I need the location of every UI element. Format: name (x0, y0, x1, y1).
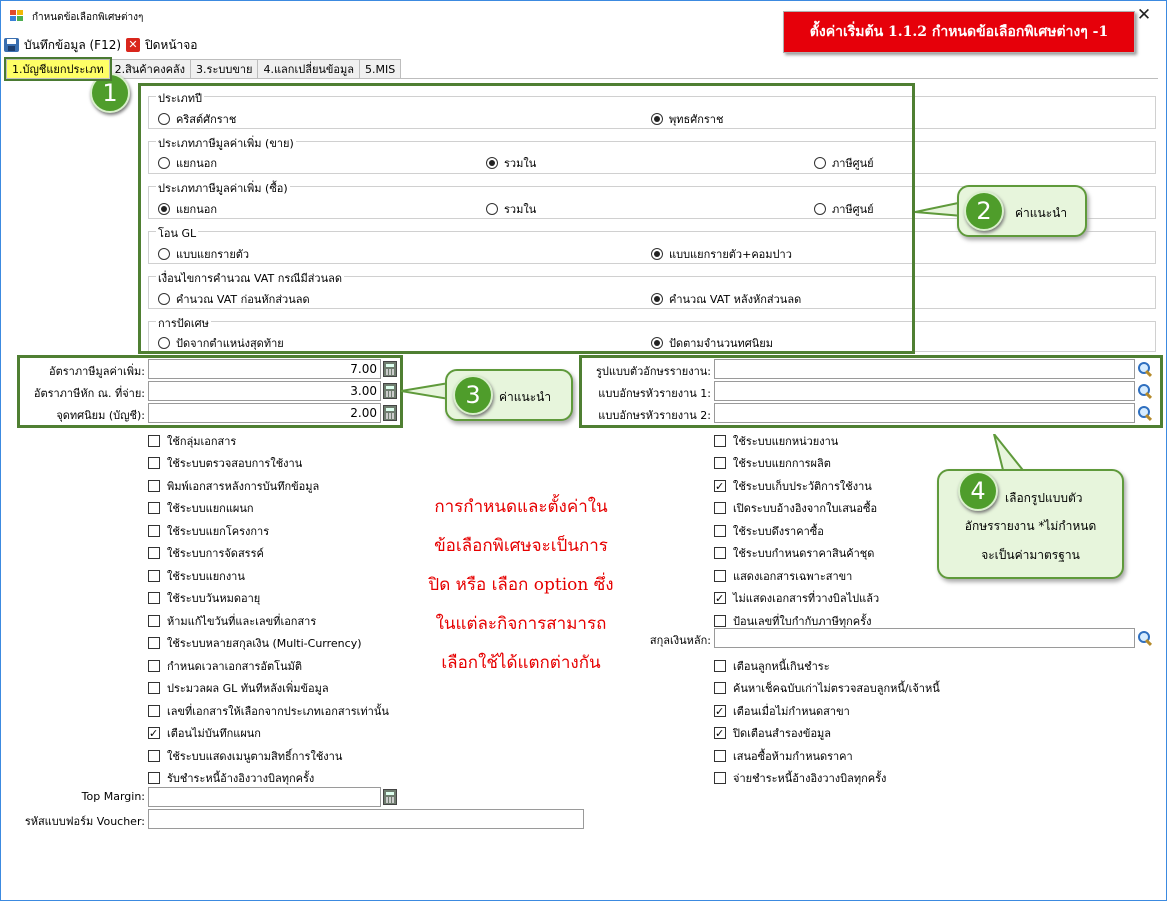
wht-rate-input[interactable]: 3.00 (148, 381, 381, 401)
calculator-icon[interactable] (383, 361, 397, 377)
check-job[interactable]: ใช้ระบบแยกงาน (148, 567, 245, 585)
radio-vat-buy-zero[interactable]: ภาษีศูนย์ (814, 200, 874, 218)
search-icon[interactable] (1137, 383, 1153, 399)
close-icon[interactable]: ✕ (1136, 5, 1152, 25)
check-gl-immediate[interactable]: ประมวลผล GL ทันทีหลังเพิ่มข้อมูล (148, 679, 329, 697)
radio-vat-sell-inclusive[interactable]: รวมใน (486, 154, 536, 172)
base-currency-label: สกุลเงินหลัก: (649, 634, 711, 647)
radio-christian-era[interactable]: คริสต์ศักราช (158, 110, 236, 128)
search-icon[interactable] (1137, 630, 1153, 646)
radio-round-decimals[interactable]: ปัดตามจำนวนทศนิยม (651, 334, 773, 352)
callout-3-badge: 3 (453, 375, 493, 415)
close-screen-button[interactable] (126, 36, 198, 54)
check-project[interactable]: ใช้ระบบแยกโครงการ (148, 522, 269, 540)
top-margin-label: Top Margin: (81, 790, 145, 803)
highlight-frame-options (138, 83, 915, 354)
vat-rate-input[interactable]: 7.00 (148, 359, 381, 379)
vat-rate-label: อัตราภาษีมูลค่าเพิ่ม: (48, 365, 145, 378)
radio-vat-buy-exclusive[interactable]: แยกนอก (158, 200, 217, 218)
check-warn-no-department[interactable]: ✓ เตือนไม่บันทึกแผนก (148, 724, 261, 742)
annotation-note: การกำหนดและตั้งค่าใน ข้อเลือกพิเศษจะเป็นการ ปิด หรือ เลือก option ซึ่ง ในแต่ละกิจการสามารถ เลือกใช้ได้แตกต่างกัน (428, 497, 614, 673)
check-old-cheque-search[interactable]: ค้นหาเช็คฉบับเก่าไม่ตรวจสอบลูกหนี้/เจ้าหนี้ (714, 679, 940, 697)
vat-discount-label: เงื่อนไขการคำนวณ VAT กรณีมีส่วนลด (156, 269, 344, 287)
callout-3-pointer (401, 379, 451, 405)
gl-transfer-label: โอน GL (156, 224, 198, 242)
check-usage-history[interactable]: ✓ ใช้ระบบเก็บประวัติการใช้งาน (714, 477, 872, 495)
check-expiry[interactable]: ใช้ระบบวันหมดอายุ (148, 589, 260, 607)
radio-vat-after-discount[interactable]: คำนวณ VAT หลังหักส่วนลด (651, 290, 801, 308)
check-doc-number-by-type[interactable]: เลขที่เอกสารให้เลือกจากประเภทเอกสารเท่านั้น (148, 702, 389, 720)
check-lock-doc-date[interactable]: ห้ามแก้ไขวันที่และเลขที่เอกสาร (148, 612, 316, 630)
check-menu-by-permission[interactable]: ใช้ระบบแสดงเมนูตามสิทธิ์การใช้งาน (148, 747, 342, 765)
tab-inventory[interactable]: 2.สินค้าคงคลัง (110, 59, 191, 79)
callout-4-line1: เลือกรูปแบบตัว (1005, 491, 1083, 505)
check-production[interactable]: ใช้ระบบแยกการผลิต (714, 454, 831, 472)
check-warn-no-branch[interactable]: ✓ เตือนเมื่อไม่กำหนดสาขา (714, 702, 850, 720)
check-usage-audit[interactable]: ใช้ระบบตรวจสอบการใช้งาน (148, 454, 302, 472)
callout-2-text: ค่าแนะนำ (1015, 206, 1068, 220)
tab-sales[interactable]: 3.ระบบขาย (191, 59, 258, 79)
check-set-price-kit[interactable]: ใช้ระบบกำหนดราคาสินค้าชุด (714, 544, 874, 562)
tab-strip (6, 59, 401, 79)
check-branch-docs-only[interactable]: แสดงเอกสารเฉพาะสาขา (714, 567, 852, 585)
voucher-form-input[interactable] (148, 809, 584, 829)
report-font-input[interactable] (714, 359, 1135, 379)
search-icon[interactable] (1137, 361, 1153, 377)
decimal-input[interactable]: 2.00 (148, 403, 381, 423)
search-icon[interactable] (1137, 405, 1153, 421)
callout-4-badge: 4 (958, 471, 998, 511)
callout-4-line3: จะเป็นค่ามาตรฐาน (981, 548, 1080, 562)
header-font1-label: แบบอักษรหัวรายงาน 1: (598, 387, 711, 400)
radio-vat-sell-exclusive[interactable]: แยกนอก (158, 154, 217, 172)
check-ref-purchase-request[interactable]: เปิดระบบอ้างอิงจากใบเสนอซื้อ (714, 499, 877, 517)
radio-round-last-digit[interactable]: ปัดจากตำแหน่งสุดท้าย (158, 334, 284, 352)
save-button-label: บันทึกข้อมูล (F12) (24, 37, 122, 52)
callout-4-line2: อักษรรายงาน *ไม่กำหนด (964, 519, 1097, 533)
check-receive-ref-billing[interactable]: รับชำระหนี้อ้างอิงวางบิลทุกครั้ง (148, 769, 314, 787)
check-print-after-save[interactable]: พิมพ์เอกสารหลังการบันทึกข้อมูล (148, 477, 319, 495)
save-button[interactable] (4, 36, 121, 54)
decimal-label: จุดทศนิยม (บัญชี): (56, 409, 145, 422)
base-currency-input[interactable] (714, 628, 1135, 648)
check-pay-ref-billing[interactable]: จ่ายชำระหนี้อ้างอิงวางบิลทุกครั้ง (714, 769, 886, 787)
check-enter-tax-invoice[interactable]: ป้อนเลขที่ใบกำกับภาษีทุกครั้ง (714, 612, 871, 630)
radio-gl-per-item[interactable]: แบบแยกรายตัว (158, 245, 249, 263)
check-purchase-request-no-price[interactable]: เสนอซื้อห้ามกำหนดราคา (714, 747, 853, 765)
save-icon (4, 38, 19, 52)
check-multi-currency[interactable]: ใช้ระบบหลายสกุลเงิน (Multi-Currency) (148, 634, 362, 652)
calculator-icon[interactable] (383, 789, 397, 805)
check-allocation[interactable]: ใช้ระบบการจัดสรรค์ (148, 544, 264, 562)
check-auto-doc-time[interactable]: กำหนดเวลาเอกสารอัตโนมัติ (148, 657, 302, 675)
check-document-group[interactable]: ใช้กลุ่มเอกสาร (148, 432, 236, 450)
tab-mis[interactable]: 5.MIS (360, 59, 401, 79)
check-warn-overpayment[interactable]: เตือนลูกหนี้เกินชำระ (714, 657, 830, 675)
radio-gl-per-item-compound[interactable]: แบบแยกรายตัว+คอมปาว (651, 245, 792, 263)
report-font-label: รูปแบบตัวอักษรรายงาน: (596, 365, 711, 378)
check-department[interactable]: ใช้ระบบแยกแผนก (148, 499, 254, 517)
radio-vat-buy-inclusive[interactable]: รวมใน (486, 200, 536, 218)
header-font2-input[interactable] (714, 403, 1135, 423)
check-disable-backup-warning[interactable]: ✓ ปิดเตือนสำรองข้อมูล (714, 724, 831, 742)
rounding-label: การปัดเศษ (156, 314, 211, 332)
calculator-icon[interactable] (383, 405, 397, 421)
close-screen-icon: ✕ (126, 38, 140, 52)
close-screen-label: ปิดหน้าจอ (145, 37, 198, 52)
check-pull-purchase-price[interactable]: ใช้ระบบดึงราคาซื้อ (714, 522, 824, 540)
vat-sell-label: ประเภทภาษีมูลค่าเพิ่ม (ขาย) (156, 134, 296, 152)
radio-vat-before-discount[interactable]: คำนวณ VAT ก่อนหักส่วนลด (158, 290, 310, 308)
tab-general-ledger[interactable]: 1.บัญชีแยกประเภท (6, 59, 110, 79)
wht-rate-label: อัตราภาษีหัก ณ. ที่จ่าย: (33, 387, 145, 400)
radio-buddhist-era[interactable]: พุทธศักราช (651, 110, 723, 128)
year-type-label: ประเภทปี (156, 89, 204, 107)
calculator-icon[interactable] (383, 383, 397, 399)
app-icon (10, 10, 24, 22)
step-banner: ตั้งค่าเริ่มต้น 1.1.2 กำหนดข้อเลือกพิเศษต่างๆ -1 (783, 11, 1135, 53)
callout-1-badge: 1 (90, 73, 130, 113)
radio-vat-sell-zero[interactable]: ภาษีศูนย์ (814, 154, 874, 172)
check-hide-billed-docs[interactable]: ✓ ไม่แสดงเอกสารที่วางบิลไปแล้ว (714, 589, 879, 607)
callout-2-badge: 2 (964, 191, 1004, 231)
window-title: กำหนดข้อเลือกพิเศษต่างๆ (32, 12, 144, 23)
header-font2-label: แบบอักษรหัวรายงาน 2: (598, 409, 711, 422)
voucher-form-label: รหัสแบบฟอร์ม Voucher: (24, 815, 145, 828)
vat-buy-label: ประเภทภาษีมูลค่าเพิ่ม (ซื้อ) (156, 179, 290, 197)
callout-3-text: ค่าแนะนำ (499, 390, 552, 404)
top-margin-input[interactable] (148, 787, 381, 807)
header-font1-input[interactable] (714, 381, 1135, 401)
check-business-unit[interactable]: ใช้ระบบแยกหน่วยงาน (714, 432, 838, 450)
tab-data-exchange[interactable]: 4.แลกเปลี่ยนข้อมูล (258, 59, 360, 79)
